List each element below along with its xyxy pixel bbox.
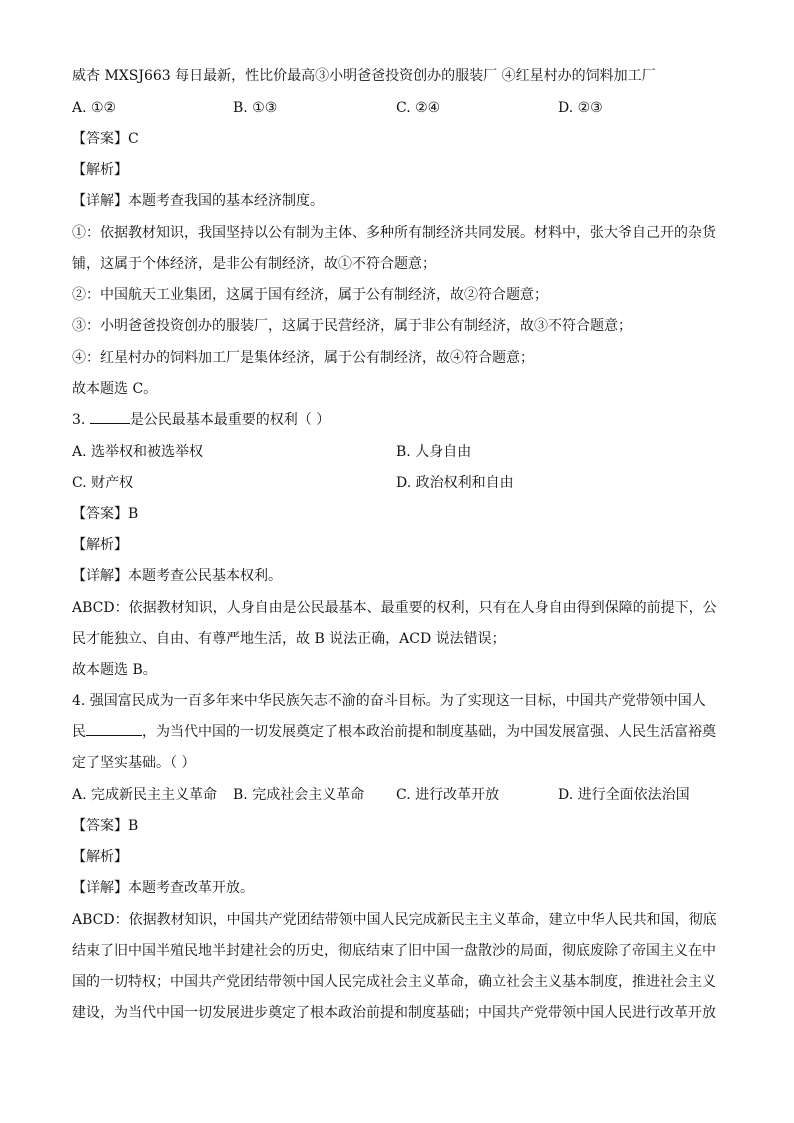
q3-detail: 【详解】本题考查公民基本权利。 [72, 568, 282, 584]
q3-blank [90, 411, 130, 424]
q3-number: 3. [72, 412, 86, 428]
q2-explanation-1b: 铺，这属于个体经济，是非公有制经济，故①不符合题意； [72, 256, 436, 272]
q4-detail: 【详解】本题考查改革开放。 [72, 880, 254, 896]
q3-option-d: D. 政治权利和自由 [396, 475, 514, 491]
q3-stem-text: 是公民最基本最重要的权利（ ） [129, 412, 331, 428]
q4-option-c: C. 进行改革开放 [396, 787, 500, 803]
q4-stem-2a: 民 [72, 724, 86, 740]
q2-option-b: B. ①③ [233, 100, 278, 116]
q4-explanation-4: 建设，为当代中国一切发展进步奠定了根本政治前提和制度基础；中国共产党带领中国人民进行改革开放 [72, 1005, 716, 1021]
q2-detail: 【详解】本题考查我国的基本经济制度。 [72, 193, 324, 209]
q2-option-d: D. ②③ [558, 100, 603, 116]
q3-explanation-1a: ABCD：依据教材知识，人身自由是公民最基本、最重要的权利，只有在人身自由得到保障的前提下，公 [72, 600, 717, 616]
q2-option-c: C. ②④ [396, 100, 441, 116]
q3-explanation-1b: 民才能独立、自由、有尊严地生活，故 B 说法正确，ACD 说法错误； [72, 631, 506, 647]
q3-conclusion: 故本题选 B。 [72, 662, 157, 678]
q3-option-a: A. 选举权和被选举权 [72, 444, 204, 460]
q2-answer: 【答案】C [72, 131, 139, 147]
q4-explanation-3: 国的一切特权；中国共产党团结带领中国人民完成社会主义革命，确立社会主义基本制度，推进社会主义 [72, 974, 716, 990]
q4-option-a: A. 完成新民主主义革命 [72, 787, 218, 803]
q4-option-d: D. 进行全面依法治国 [558, 787, 690, 803]
q2-option-a: A. ①② [72, 100, 117, 116]
q4-explanation-1: ABCD：依据教材知识，中国共产党团结带领中国人民完成新民主主义革命，建立中华人民共和国，彻底 [72, 912, 717, 928]
q4-stem-2b: ，为当代中国的一切发展奠定了根本政治前提和制度基础，为中国发展富强、人民生活富裕奠 [142, 724, 716, 740]
q3-analysis-heading: 【解析】 [72, 537, 128, 553]
q2-option-line: 威杏 MXSJ663 每日最新，性比价最高③小明爸爸投资创办的服装厂 ④红星村办的饲料加工厂 [72, 68, 656, 84]
q4-option-b: B. 完成社会主义革命 [233, 787, 365, 803]
q4-explanation-2: 结束了旧中国半殖民地半封建社会的历史，彻底结束了旧中国一盘散沙的局面，彻底废除了帝国主义在中 [72, 943, 716, 959]
q3-answer: 【答案】B [72, 506, 139, 522]
q4-analysis-heading: 【解析】 [72, 849, 128, 865]
q4-answer: 【答案】B [72, 818, 139, 834]
q4-stem-1: 4. 强国富民成为一百多年来中华民族矢志不渝的奋斗目标。为了实现这一目标，中国共产党带领中国人 [72, 693, 706, 709]
q4-stem-3: 定了坚实基础。（ ） [72, 755, 196, 771]
q2-explanation-4: ④：红星村办的饲料加工厂是集体经济，属于公有制经济，故④符合题意； [72, 350, 534, 366]
q2-explanation-3: ③：小明爸爸投资创办的服装厂，这属于民营经济，属于非公有制经济，故③不符合题意； [72, 318, 632, 334]
q2-conclusion: 故本题选 C。 [72, 381, 158, 397]
q4-blank [86, 723, 142, 736]
q3-option-b: B. 人身自由 [396, 444, 472, 460]
q2-explanation-2: ②：中国航天工业集团，这属于国有经济，属于公有制经济，故②符合题意； [72, 287, 548, 303]
q2-explanation-1a: ①：依据教材知识，我国坚持以公有制为主体、多种所有制经济共同发展。材料中，张大爷自己开的杂货 [72, 225, 716, 241]
q2-analysis-heading: 【解析】 [72, 162, 128, 178]
q3-option-c: C. 财产权 [72, 475, 134, 491]
q3-stem [72, 411, 732, 429]
q4-stem-2 [72, 723, 732, 741]
